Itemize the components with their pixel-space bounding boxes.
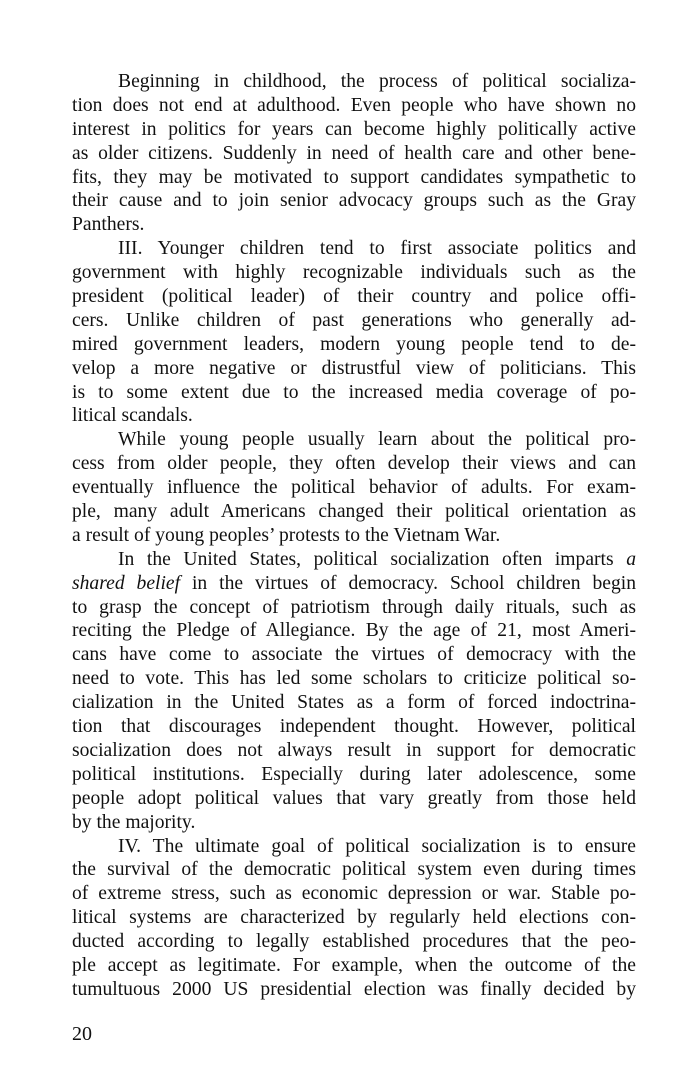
text-line: eventually influence the political behavior of adults. For exam-: [72, 477, 636, 499]
page-body-text: [72, 70, 636, 1030]
text-line: of extreme stress, such as economic depression or war. Stable po-: [72, 883, 636, 905]
text-line: the survival of the democratic political system even during times: [72, 859, 636, 881]
text-line: political institutions. Especially during later adolescence, some: [72, 763, 636, 785]
text-line: tion that discourages independent thought. However, political: [72, 716, 636, 738]
text-line: interest in politics for years can become highly politically active: [72, 118, 636, 140]
text-line: is to some extent due to the increased media coverage of po-: [72, 381, 636, 403]
text-line: their cause and to join senior advocacy groups such as the Gray: [72, 190, 636, 212]
text-line: tion does not end at adulthood. Even people who have shown no: [72, 94, 636, 116]
text-line: IV. The ultimate goal of political socialization is to ensure: [118, 835, 636, 857]
text-line: ple, many adult Americans changed their political orientation as: [72, 501, 636, 523]
emphasis-text: shared belief: [72, 572, 181, 594]
text-line: shared belief in the virtues of democracy. School children begin: [72, 572, 636, 594]
text-line: president (political leader) of their country and police offi-: [72, 286, 636, 308]
text-line: cialization in the United States as a form of forced indoctrina-: [72, 692, 636, 714]
page-number: 20: [72, 1023, 92, 1045]
text-line: socialization does not always result in support for democratic: [72, 739, 636, 761]
text-line: cess from older people, they often develop their views and can: [72, 453, 636, 475]
text-line: government with highly recognizable individuals such as the: [72, 262, 636, 284]
text-line: reciting the Pledge of Allegiance. By the age of 21, most Ameri-: [72, 620, 636, 642]
text-line: people adopt political values that vary greatly from those held: [72, 787, 636, 809]
text-line: velop a more negative or distrustful view of politicians. This: [72, 357, 636, 379]
text-line: III. Younger children tend to first associate politics and: [118, 238, 636, 260]
text-line: litical systems are characterized by regularly held elections con-: [72, 907, 636, 929]
text-line: need to vote. This has led some scholars to criticize political so-: [72, 668, 636, 690]
text-line: In the United States, political socialization often imparts a: [118, 548, 636, 570]
text-line: mired government leaders, modern young people tend to de-: [72, 333, 636, 355]
text-line: ple accept as legitimate. For example, when the outcome of the: [72, 954, 636, 976]
emphasis-text: a: [626, 548, 636, 570]
text-line: cers. Unlike children of past generations who generally ad-: [72, 309, 636, 331]
text-line: Beginning in childhood, the process of political socializa-: [118, 71, 636, 92]
text-line: fits, they may be motivated to support candidates sympathetic to: [72, 166, 636, 188]
text-line: a result of young peoples’ protests to the Vietnam War.: [72, 524, 501, 546]
text-line: as older citizens. Suddenly in need of health care and other bene-: [72, 142, 636, 164]
text-line: tumultuous 2000 US presidential election was finally decided by: [72, 978, 636, 1000]
text-line: to grasp the concept of patriotism through daily rituals, such as: [72, 596, 636, 618]
text-line: litical scandals.: [72, 405, 193, 427]
text-line: Panthers.: [72, 214, 145, 236]
text-line: cans have come to associate the virtues of democracy with the: [72, 644, 636, 666]
text-line: ducted according to legally established procedures that the peo-: [72, 931, 636, 953]
text-line: While young people usually learn about the political pro-: [118, 429, 636, 451]
text-line: by the majority.: [72, 811, 196, 833]
